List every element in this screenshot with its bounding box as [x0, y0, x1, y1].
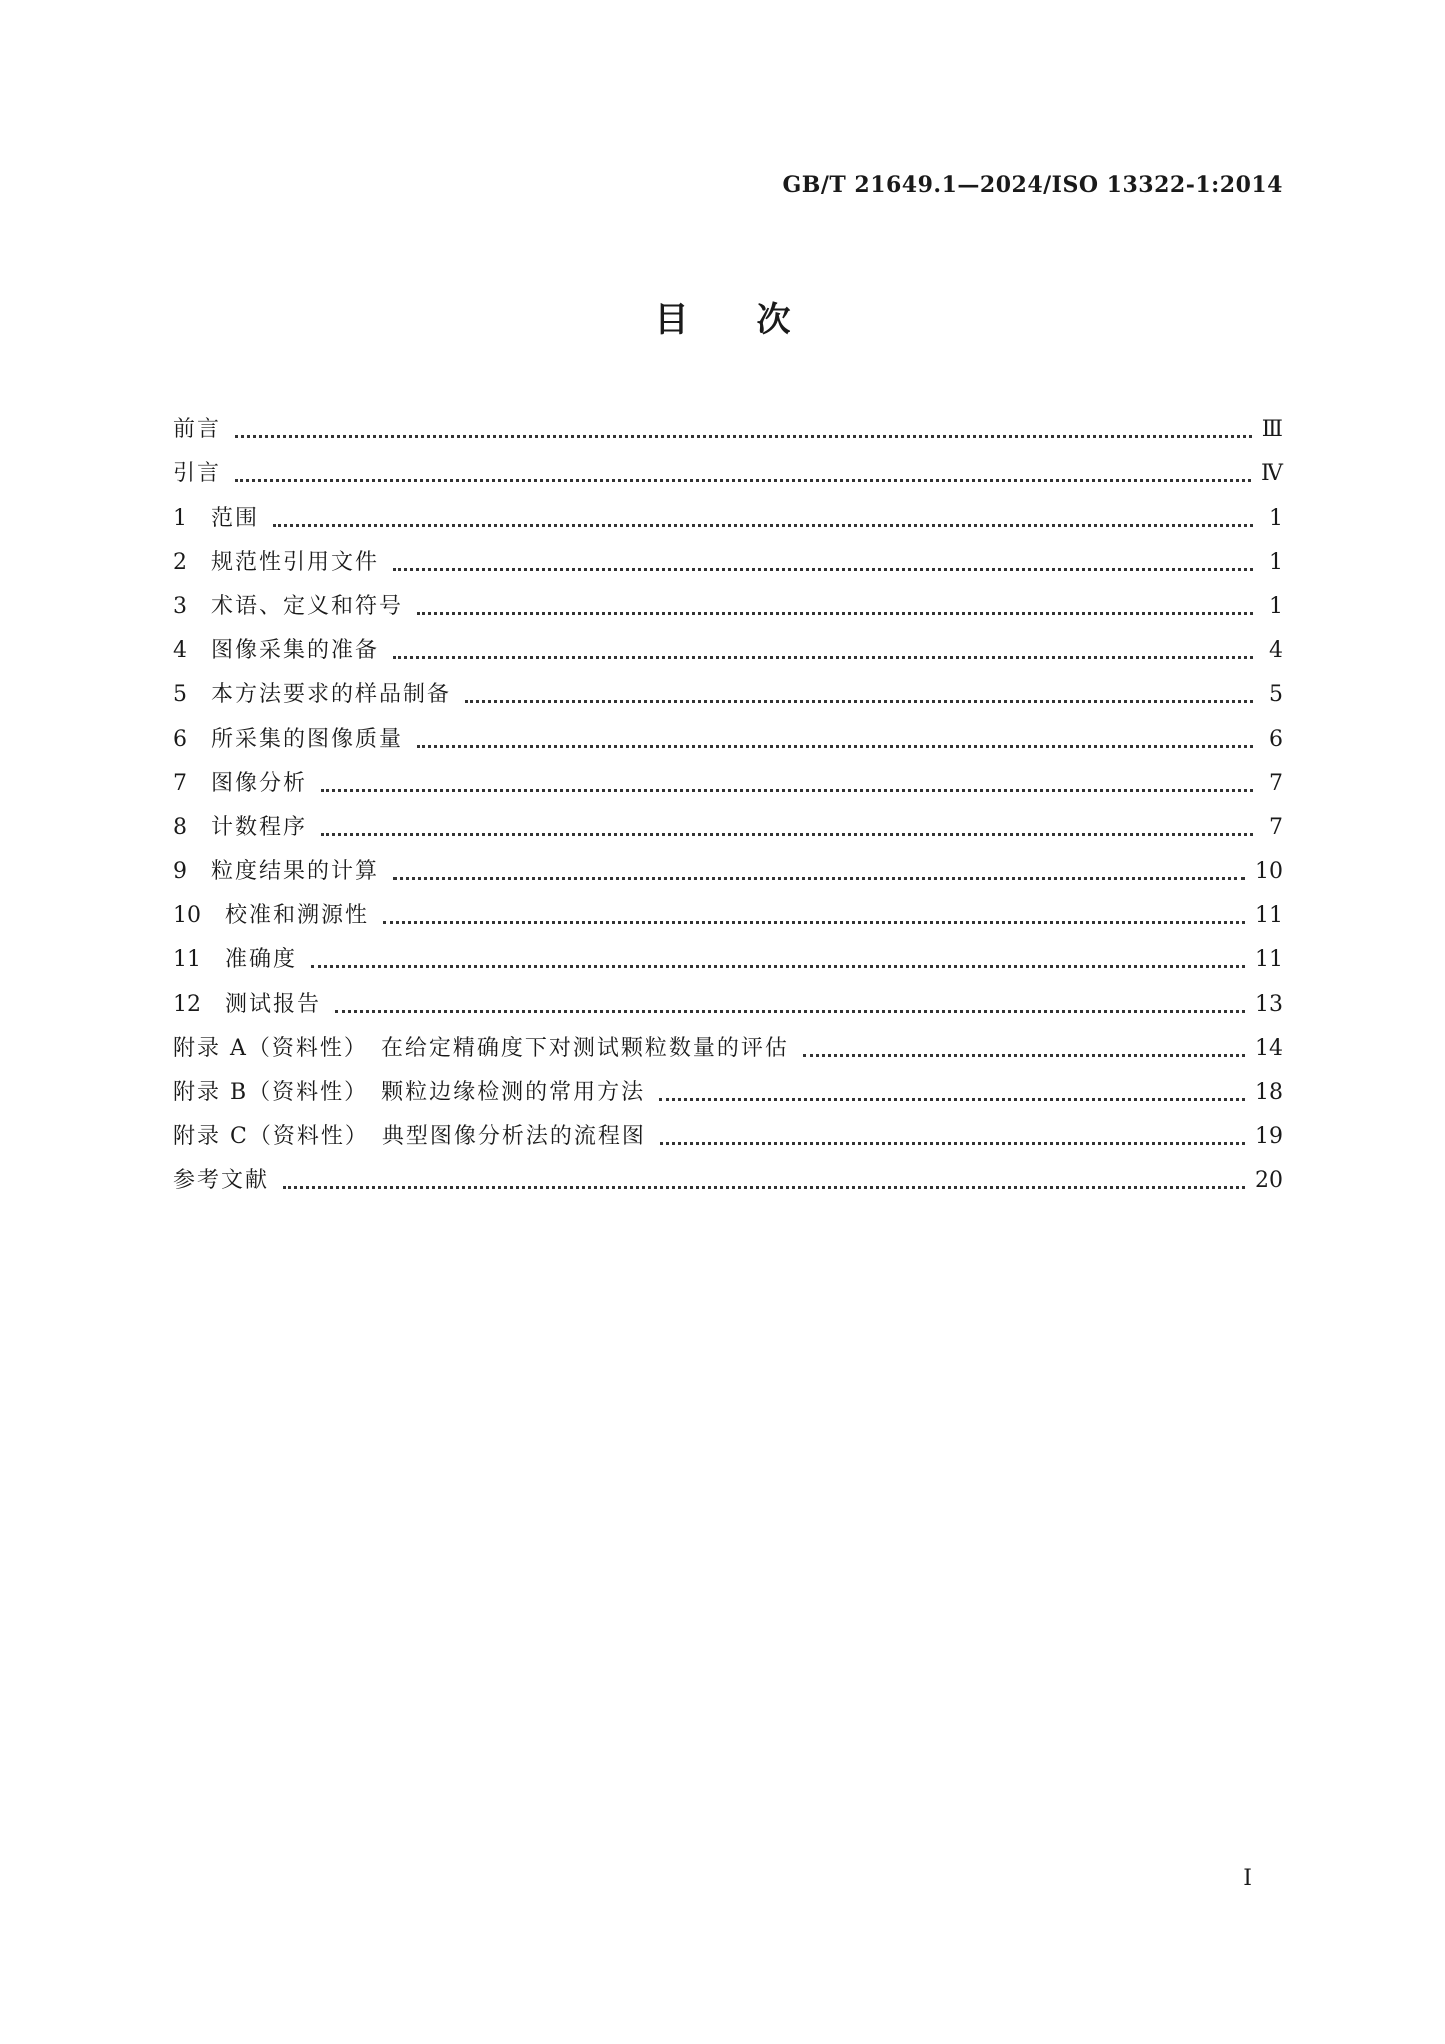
toc-entry-annex-a[interactable]	[173, 1027, 1283, 1071]
dot-leader	[235, 478, 1251, 482]
toc-entry-text: 附录 B（资料性） 颗粒边缘检测的常用方法	[173, 1080, 646, 1105]
toc-section-number: 5	[173, 682, 187, 708]
dot-leader	[321, 788, 1253, 792]
toc-entry-text: 校准和溯源性	[225, 903, 370, 929]
toc-entry-text: 测试报告	[225, 991, 322, 1017]
dot-leader	[659, 1097, 1245, 1101]
toc-entry-annex-c[interactable]	[173, 1115, 1283, 1159]
toc-page-number: 1	[1269, 549, 1283, 575]
toc-entry-8[interactable]	[173, 806, 1283, 850]
page-title: 目 次	[654, 300, 791, 340]
toc-entry-text: 准确度	[225, 947, 298, 973]
dot-leader	[321, 832, 1253, 836]
toc-entry-text: 附录 C（资料性） 典型图像分析法的流程图	[173, 1124, 646, 1150]
toc-page-number: 10	[1255, 859, 1283, 885]
toc-entry-text: 图像采集的准备	[211, 638, 380, 664]
toc-page-number: 1	[1269, 505, 1283, 531]
dot-leader	[465, 699, 1253, 703]
dot-leader	[660, 1141, 1245, 1145]
toc-entry-text: 计数程序	[211, 814, 308, 840]
toc-entry-foreword[interactable]	[173, 408, 1283, 452]
toc-page-number: 19	[1255, 1124, 1283, 1150]
dot-leader	[235, 434, 1252, 438]
toc-page-number: Ⅳ	[1261, 461, 1283, 487]
toc-page-number: Ⅲ	[1261, 417, 1283, 443]
dot-leader	[283, 1185, 1245, 1189]
toc-section-number: 12	[173, 991, 201, 1017]
toc-entry-text: 本方法要求的样品制备	[211, 682, 452, 708]
toc-page-number: 14	[1255, 1035, 1283, 1061]
toc-page-number: 6	[1269, 726, 1283, 752]
toc-entry-text: 所采集的图像质量	[211, 726, 404, 752]
toc-section-number: 11	[173, 947, 201, 973]
toc-entry-10[interactable]	[173, 894, 1283, 938]
table-of-contents	[173, 408, 1283, 1203]
dot-leader	[417, 611, 1253, 615]
toc-entry-3[interactable]	[173, 585, 1283, 629]
toc-page-number: 5	[1269, 682, 1283, 708]
dot-leader	[335, 1009, 1245, 1013]
toc-section-number: 2	[173, 549, 187, 575]
toc-section-number: 6	[173, 726, 187, 752]
toc-page-number: 18	[1255, 1080, 1283, 1105]
dot-leader	[383, 920, 1245, 924]
toc-entry-2[interactable]	[173, 541, 1283, 585]
toc-page-number: 1	[1269, 593, 1283, 619]
dot-leader	[417, 744, 1253, 748]
page-number: I	[1243, 1866, 1252, 1891]
toc-entry-text: 范围	[211, 505, 260, 531]
toc-entry-bibliography[interactable]	[173, 1159, 1283, 1203]
toc-entry-11[interactable]	[173, 938, 1283, 982]
toc-section-number: 3	[173, 593, 187, 619]
toc-page-number: 11	[1255, 903, 1283, 929]
toc-section-number: 1	[173, 505, 187, 531]
toc-page-number: 11	[1255, 947, 1283, 973]
dot-leader	[393, 655, 1253, 659]
toc-page-number: 7	[1269, 770, 1283, 796]
toc-section-number: 10	[173, 903, 201, 929]
toc-section-number: 9	[173, 859, 187, 885]
dot-leader	[311, 964, 1245, 968]
toc-entry-text: 前言	[173, 417, 222, 443]
toc-entry-text: 图像分析	[211, 770, 308, 796]
dot-leader	[393, 567, 1253, 571]
toc-entry-text: 附录 A（资料性） 在给定精确度下对测试颗粒数量的评估	[173, 1035, 789, 1061]
toc-entry-1[interactable]	[173, 496, 1283, 540]
toc-entry-6[interactable]	[173, 717, 1283, 761]
toc-page-number: 4	[1269, 638, 1283, 664]
toc-entry-text: 粒度结果的计算	[211, 859, 380, 885]
toc-entry-text: 参考文献	[173, 1168, 270, 1194]
toc-entry-annex-b[interactable]	[173, 1071, 1283, 1115]
toc-page-number: 7	[1269, 814, 1283, 840]
toc-entry-introduction[interactable]	[173, 452, 1283, 496]
dot-leader	[273, 523, 1253, 527]
toc-entry-5[interactable]	[173, 673, 1283, 717]
document-id: GB/T 21649.1—2024/ISO 13322-1:2014	[782, 172, 1283, 198]
toc-page-number: 20	[1255, 1168, 1283, 1194]
toc-entry-7[interactable]	[173, 762, 1283, 806]
toc-entry-4[interactable]	[173, 629, 1283, 673]
dot-leader	[803, 1053, 1245, 1057]
toc-entry-text: 引言	[173, 461, 222, 487]
toc-section-number: 7	[173, 770, 187, 796]
toc-section-number: 8	[173, 814, 187, 840]
toc-page-number: 13	[1255, 991, 1283, 1017]
toc-entry-text: 规范性引用文件	[211, 549, 380, 575]
dot-leader	[393, 876, 1245, 880]
toc-entry-9[interactable]	[173, 850, 1283, 894]
toc-entry-text: 术语、定义和符号	[211, 593, 404, 619]
toc-section-number: 4	[173, 638, 187, 664]
toc-entry-12[interactable]	[173, 982, 1283, 1026]
